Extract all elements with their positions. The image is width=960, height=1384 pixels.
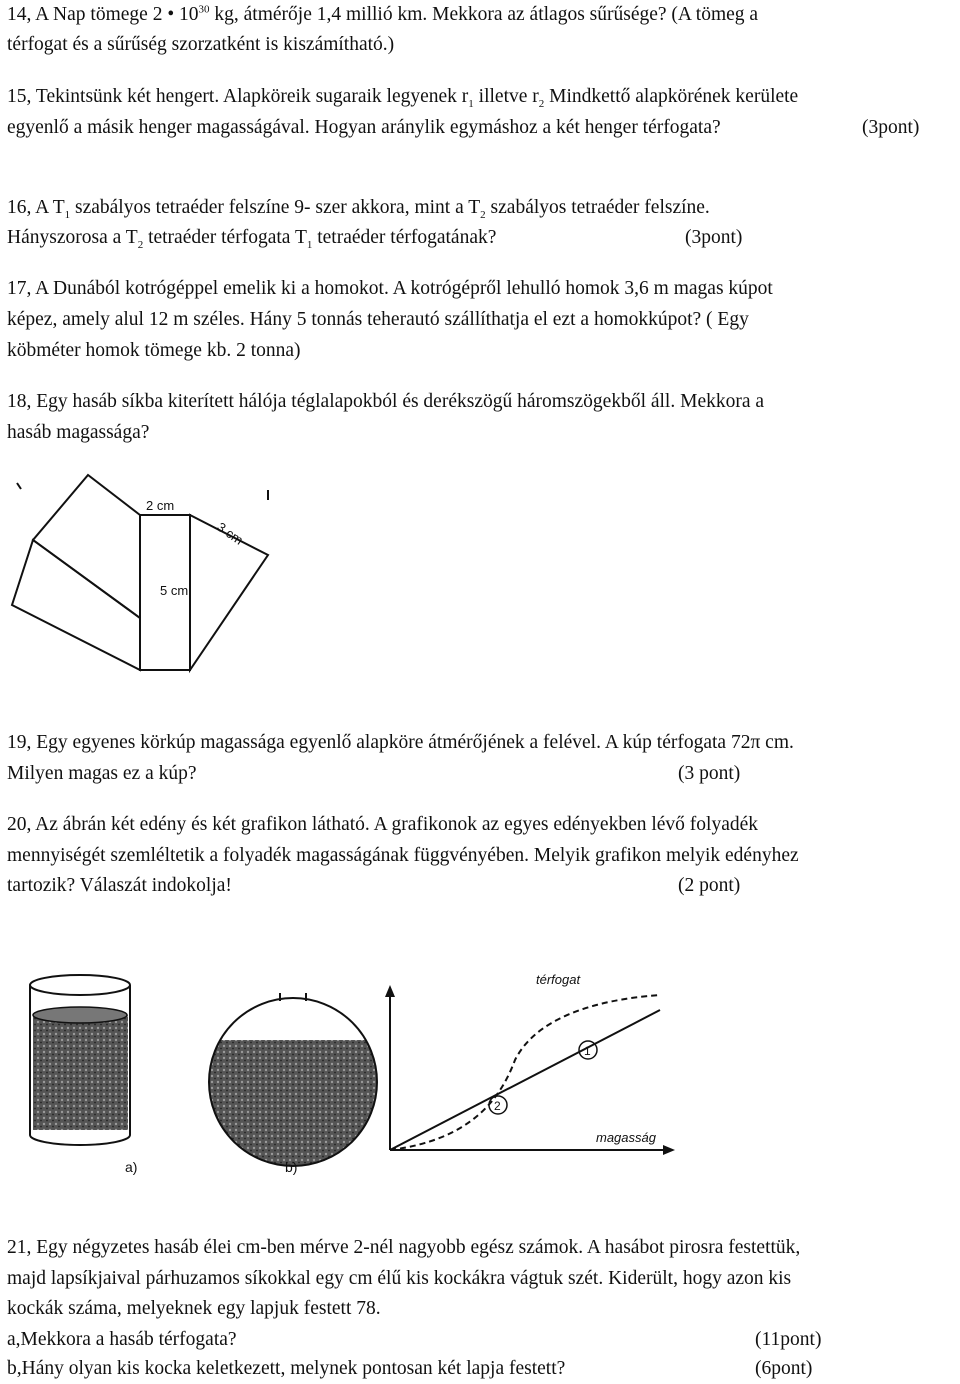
vessel-b-liquid <box>209 1040 377 1166</box>
curve-2-label: 2 <box>494 1099 501 1113</box>
y-axis-label: térfogat <box>536 972 581 987</box>
net-rectangle-upper-left <box>33 475 140 618</box>
q21-line2: majd lapsíkjaival párhuzamos síkokkal egy cm élű kis kockákra vágtuk szét. Kiderült, hogy azon kis <box>7 1268 792 1289</box>
q21-a-points: (11pont) <box>755 1329 822 1350</box>
label-2cm: 2 cm <box>146 498 175 513</box>
q17-line3: köbméter homok tömege kb. 2 tonna) <box>7 340 301 361</box>
q14-line1: 14, A Nap tömege 2 • $10^{30}$ kg, átmérője 1,4 millió km. Mekkora az átlagos sűrűsége? (A tömeg a <box>7 3 759 25</box>
q16-points: (3pont) <box>685 227 743 248</box>
y-axis-arrow <box>385 985 395 997</box>
vessel-a-liquid <box>33 1015 128 1130</box>
x-axis-arrow <box>663 1145 675 1155</box>
q16-line1: 16, A $T_1$ szabályos tetraéder felszíne 9- szer akkora, mint a $T_2$ szabályos tetraéder felszíne. <box>7 197 710 221</box>
prism-net-figure <box>0 470 280 695</box>
q20-line3: tartozik? Válaszát indokolja! <box>7 875 232 896</box>
q18-line2: hasáb magassága? <box>7 422 150 443</box>
q17-line1: 17, A Dunából kotrógéppel emelik ki a homokot. A kotrógépről lehulló homok 3,6 m magas kúpot <box>7 278 773 299</box>
q21-b-points: (6pont) <box>755 1358 813 1379</box>
q19-line2: Milyen magas ez a kúp? <box>7 763 197 784</box>
label-5cm: 5 cm <box>160 583 189 598</box>
q18-line1: 18, Egy hasáb síkba kiterített hálója téglalapokból és derékszögű háromszögekből áll. Mekkora a <box>7 391 765 412</box>
label-a: a) <box>125 1159 138 1175</box>
q19-line1: 19, Egy egyenes körkúp magassága egyenlő alapköre átmérőjének a felével. A kúp térfogata 72π cm. <box>7 732 794 753</box>
q21-line1: 21, Egy négyzetes hasáb élei cm-ben mérve 2-nél nagyobb egész számok. A hasábot pirosra festettük, <box>7 1237 801 1258</box>
vessel-a-cylinder <box>30 975 130 1145</box>
net-tick-mark <box>17 483 21 489</box>
net-triangle-lower-left <box>12 540 140 670</box>
x-axis-label: magasság <box>596 1130 656 1145</box>
q21-question-b: b,Hány olyan kis kocka keletkezett, melynek pontosan két lapja festett? <box>7 1358 566 1379</box>
vessels-graph-figure <box>0 960 700 1195</box>
graph-curve-dashed <box>390 995 660 1150</box>
q15-points: (3pont) <box>862 117 920 138</box>
vessel-b-sphere <box>209 993 377 1166</box>
q16-line2: Hányszorosa a $T_2$ tetraéder térfogata $T_1$ tetraéder térfogatának? <box>7 227 497 251</box>
label-b: b) <box>285 1159 298 1175</box>
q20-points: (2 pont) <box>678 875 741 896</box>
graph-line-straight <box>390 1010 660 1150</box>
q15-line2: egyenlő a másik henger magasságával. Hogyan aránylik egymáshoz a két henger térfogata? <box>7 117 721 138</box>
q20-line2: mennyiségét szemléltetik a folyadék magasságának függvényében. Melyik grafikon melyik edényhez <box>7 845 799 866</box>
q19-points: (3 pont) <box>678 763 741 784</box>
label-3cm: 3 cm <box>214 519 246 548</box>
q17-line2: képez, amely alul 12 m széles. Hány 5 tonnás teherautó szállíthatja el ezt a homokkúpot? ( Egy <box>7 309 749 330</box>
q15-line1: 15, Tekintsünk két hengert. Alapköreik sugaraik legyenek $r_1$ illetve $r_2$ Mindkettő alapkörének kerülete <box>7 86 799 110</box>
q21-line3: kockák száma, melyeknek egy lapjuk festett 78. <box>7 1298 381 1319</box>
q14-line2: térfogat és a sűrűség szorzatként is kiszámítható.) <box>7 34 395 55</box>
curve-1-label: 1 <box>584 1044 591 1058</box>
q21-question-a: a,Mekkora a hasáb térfogata? <box>7 1329 237 1350</box>
q20-line1: 20, Az ábrán két edény és két grafikon látható. A grafikonok az egyes edényekben lévő folyadék <box>7 814 759 835</box>
